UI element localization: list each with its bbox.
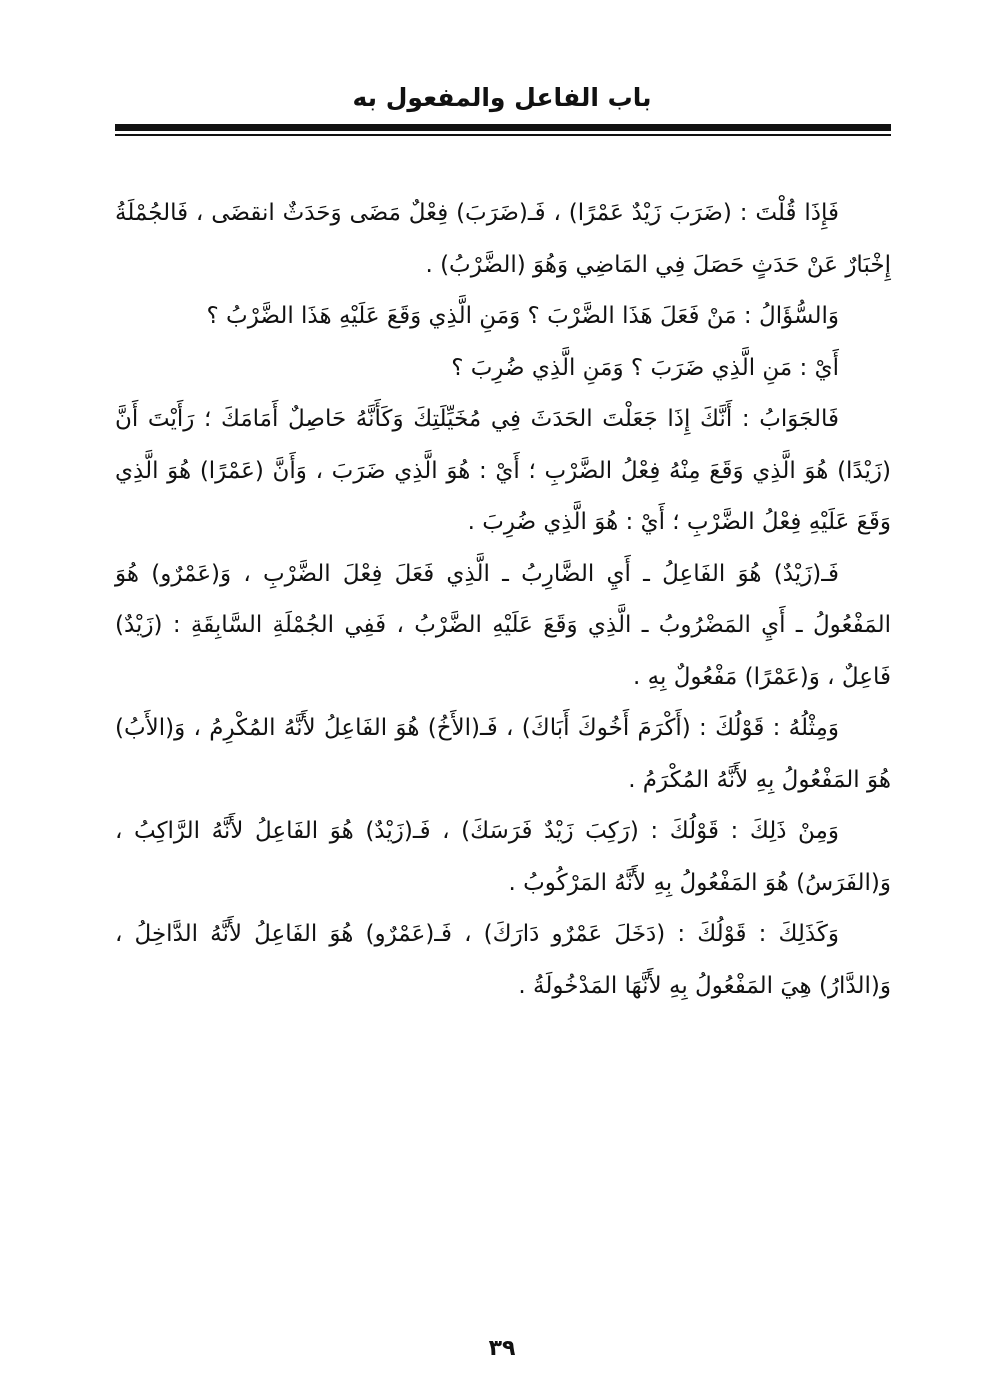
header-rule-thick <box>115 124 891 131</box>
paragraph-6: وَمِثْلُهُ : قَوْلُكَ : (أَكْرَمَ أَخُوكَ أَبَاكَ) ، فَـ(الأَخُ) هُوَ الفَاعِلُ لأَنَّهُ المُكْرِمُ ، وَ(الأَبُ) هُوَ المَفْعُولُ بِهِ لأَنَّهُ المُكْرَمُ . <box>115 715 891 793</box>
running-header-title: باب الفاعل والمفعول به <box>352 83 652 112</box>
paragraph-1: فَإِذَا قُلْتَ : (ضَرَبَ زَيْدٌ عَمْرًا) ، فَـ(ضَرَبَ) فِعْلٌ مَضَى وَحَدَثٌ انقضَى ، فَالجُمْلَةُ إِخْبَارٌ عَنْ حَدَثٍ حَصَلَ فِي المَاضِي وَهُوَ (الضَّرْبُ) . <box>115 200 891 278</box>
header-rule-thin <box>115 134 891 136</box>
paragraph-2: وَالسُّؤَالُ : مَنْ فَعَلَ هَذَا الضَّرْبَ ؟ وَمَنِ الَّذِي وَقَعَ عَلَيْهِ هَذَا الضَّرْبُ ؟ <box>206 303 839 329</box>
body-text <box>115 188 891 1012</box>
paragraph-4: فَالجَوَابُ : أَنَّكَ إِذَا جَعَلْتَ الحَدَثَ فِي مُخَيِّلَتِكَ وَكَأَنَّهُ حَاصِلٌ أَمَامَكَ ؛ رَأَيْتَ أَنَّ (زَيْدًا) هُوَ الَّذِي وَقَعَ مِنْهُ فِعْلُ الضَّرْبِ ؛ أَيْ : هُوَ الَّذِي ضَرَبَ ، وَأَنَّ (عَمْرًا) هُوَ الَّذِي وَقَعَ عَلَيْهِ فِعْلُ الضَّرْبِ ؛ أَيْ : هُوَ الَّذِي ضُرِبَ . <box>115 406 891 535</box>
paragraph-3: أَيْ : مَنِ الَّذِي ضَرَبَ ؟ وَمَنِ الَّذِي ضُرِبَ ؟ <box>451 354 839 381</box>
page-number: ٣٩ <box>488 1336 516 1361</box>
paragraph-8: وَكَذَلِكَ : قَوْلُكَ : (دَخَلَ عَمْرٌو دَارَكَ) ، فَـ(عَمْرٌو) هُوَ الفَاعِلُ لأَنَّهُ الدَّاخِلُ ، وَ(الدَّارُ) هِيَ المَفْعُولُ بِهِ لأَنَّهَا المَدْخُولَةُ . <box>115 921 891 999</box>
paragraph-5: فَـ(زَيْدٌ) هُوَ الفَاعِلُ ـ أَيِ الضَّارِبُ ـ الَّذِي فَعَلَ فِعْلَ الضَّرْبِ ، وَ(عَمْرٌو) هُوَ المَفْعُولُ ـ أَيِ المَضْرُوبُ ـ الَّذِي وَقَعَ عَلَيْهِ الضَّرْبُ ، فَفِي الجُمْلَةِ السَّابِقَةِ : (زَيْدٌ) فَاعِلٌ ، وَ(عَمْرًا) مَفْعُولٌ بِهِ . <box>115 560 891 690</box>
paragraph-7: وَمِنْ ذَلِكَ : قَوْلُكَ : (رَكِبَ زَيْدٌ فَرَسَكَ) ، فَـ(زَيْدٌ) هُوَ الفَاعِلُ لأَنَّهُ الرَّاكِبُ ، وَ(الفَرَسُ) هُوَ المَفْعُولُ بِهِ لأَنَّهُ المَرْكُوبُ . <box>115 818 891 896</box>
